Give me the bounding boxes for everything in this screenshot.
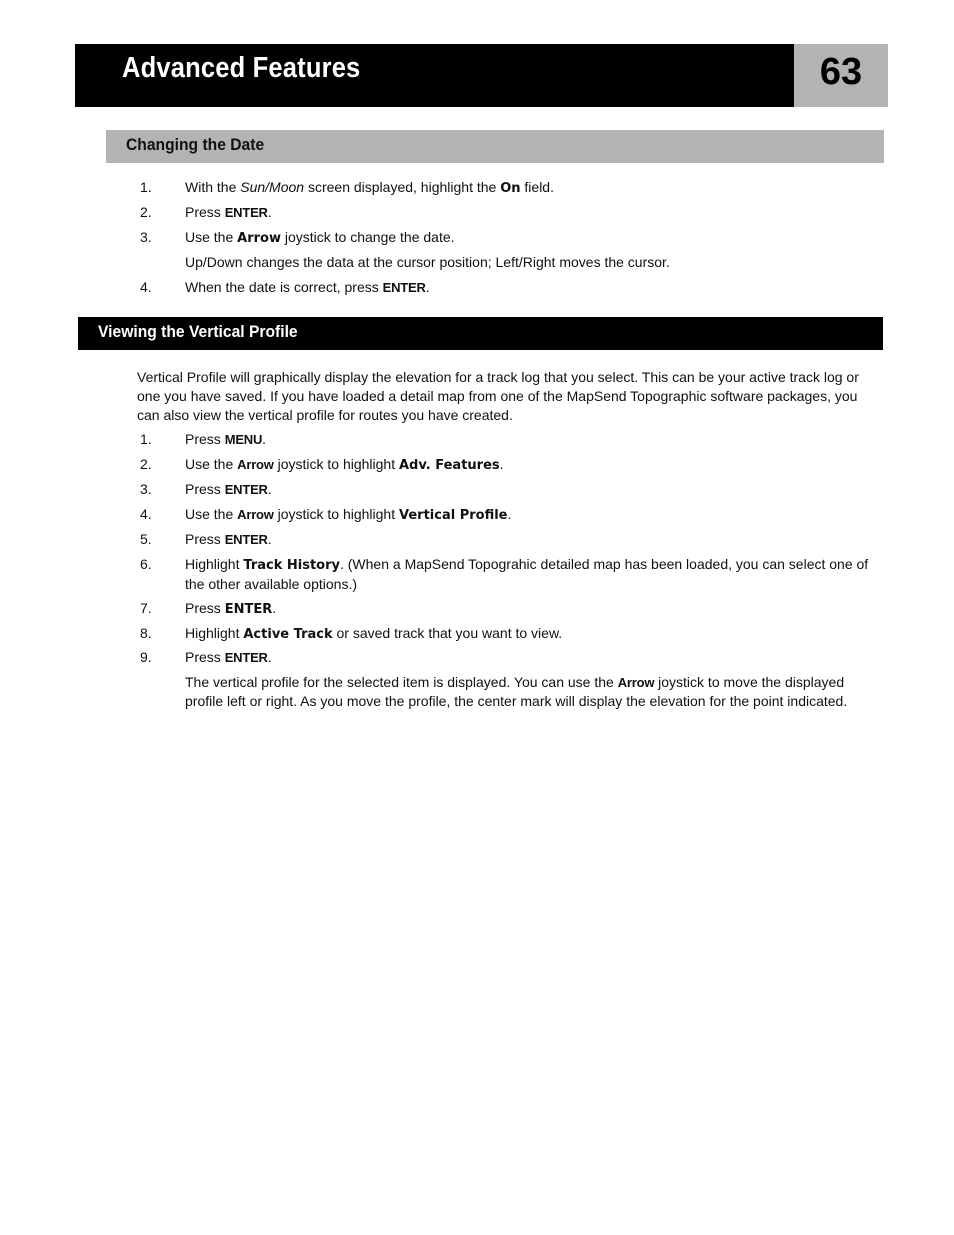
step-number: 5. xyxy=(140,531,152,547)
closing-paragraph: The vertical profile for the selected item is displayed. You can use the Arrow joystick to move the displayed profile left or right. As you move the profile, the center mark will display the elevation for the point indicated. xyxy=(185,674,848,709)
step-number: 3. xyxy=(140,229,152,245)
step-number: 9. xyxy=(140,649,152,665)
step-note: Up/Down changes the data at the cursor position; Left/Right moves the cursor. xyxy=(185,254,670,270)
chapter-header xyxy=(75,44,794,107)
step-number: 3. xyxy=(140,481,152,497)
step-number: 8. xyxy=(140,625,152,641)
step-text: With the Sun/Moon screen displayed, highlight the On field. xyxy=(185,179,554,196)
step-number: 2. xyxy=(140,456,152,472)
step-text: Press MENU. xyxy=(185,431,267,447)
step-text: Press ENTER. xyxy=(185,531,272,547)
step-number: 7. xyxy=(140,600,152,616)
step-text: When the date is correct, press ENTER. xyxy=(185,279,430,295)
step-number: 1. xyxy=(140,179,152,195)
step-number: 1. xyxy=(140,431,152,447)
step-text: Press ENTER. xyxy=(185,481,272,497)
section-heading-vertical-profile xyxy=(78,317,883,350)
step-text: Highlight Track History. (When a MapSend Topograhic detailed map has been loaded, you can select one of the other available options.) xyxy=(185,556,869,592)
section-title: Viewing the Vertical Profile xyxy=(98,322,298,341)
step-number: 6. xyxy=(140,556,152,572)
step-text: Use the Arrow joystick to highlight Adv. Features. xyxy=(185,456,504,473)
section-heading-changing-date xyxy=(106,130,884,163)
chapter-title: Advanced Features xyxy=(122,52,361,84)
section-title: Changing the Date xyxy=(126,135,265,154)
step-number: 4. xyxy=(140,279,152,295)
step-text: Use the Arrow joystick to highlight Vertical Profile. xyxy=(185,506,512,523)
step-text: Press ENTER. xyxy=(185,204,272,220)
page-number: 63 xyxy=(819,51,863,93)
step-text: Press ENTER. xyxy=(185,600,277,617)
step-number: 2. xyxy=(140,204,152,220)
intro-paragraph: Vertical Profile will graphically display the elevation for a track log that you select. This can be your active track log or one you have saved. If you have loaded a detail map from one of the MapSend Topographic software packages, you can also view the vertical profile for routes you have created. xyxy=(137,369,859,423)
step-text: Press ENTER. xyxy=(185,649,272,665)
step-text: Highlight Active Track or saved track that you want to view. xyxy=(185,625,563,642)
page-number-box xyxy=(794,44,888,107)
step-number: 4. xyxy=(140,506,152,522)
step-text: Use the Arrow joystick to change the date. xyxy=(185,229,455,246)
